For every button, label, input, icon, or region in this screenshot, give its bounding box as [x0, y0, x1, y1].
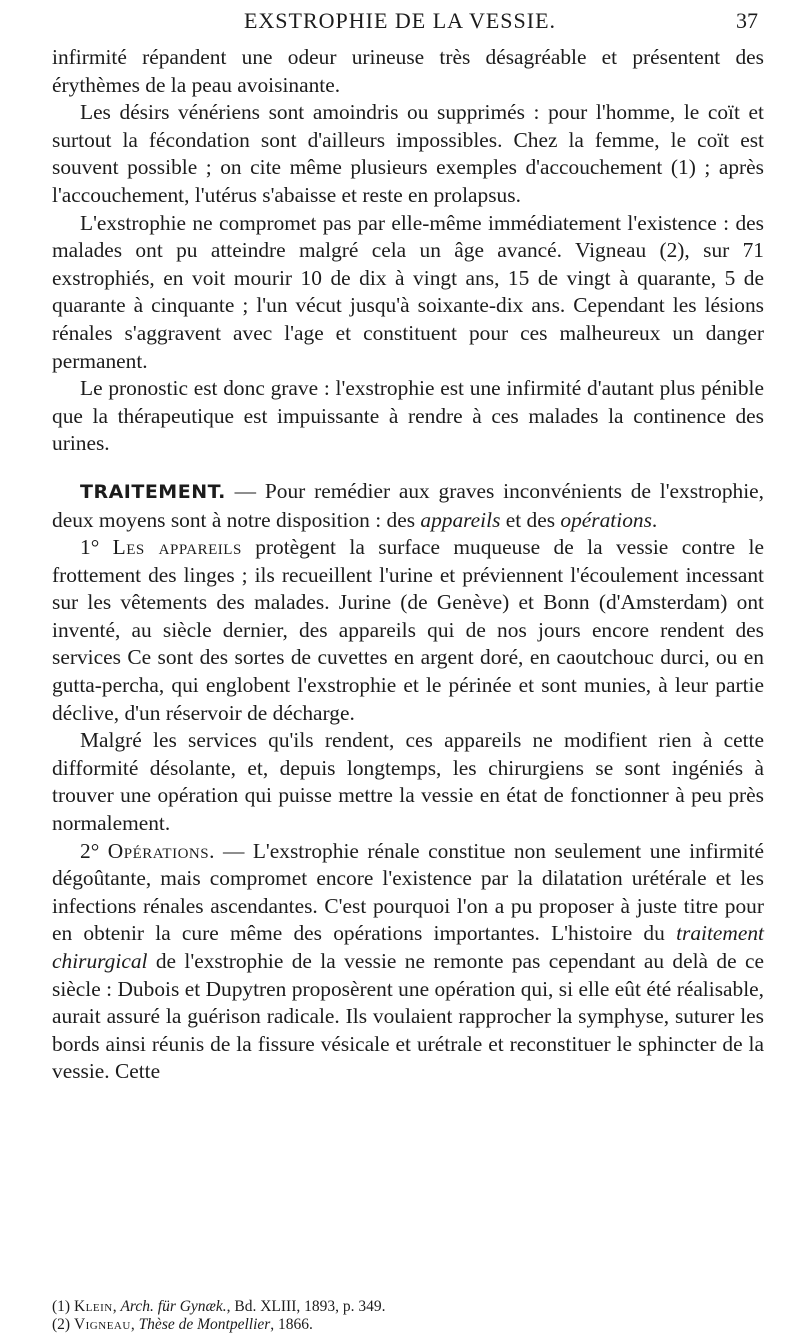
footnote-2: (2) Vigneau, Thèse de Montpellier, 1866.: [52, 1316, 313, 1333]
footnote-author: Klein: [73, 1298, 113, 1315]
footnotes: [52, 1298, 764, 1334]
subheading-operations: Opérations: [107, 838, 210, 863]
emphasis-appareils: appareils: [420, 507, 501, 532]
section-heading-traitement: TRAITEMENT.: [80, 480, 226, 503]
body-text: [52, 44, 764, 1086]
paragraph-operations: 2° Opérations. — L'exstrophie rénale constitue non seulement une infirmité dégoûtante, mais compromet encore l'existence par la dilatation urétérale et les infections rénales ascendantes. C'est pourquoi l'on a pu proposer à juste titre pour en obtenir la cure même des opérations importantes. L'histoire du traitement chirurgical de l'exstrophie de la vessie ne remonte pas cependant au delà de ce siècle : Dubois et Dupytren proposèrent une opération qui, si elle eût été réalisable, aurait assuré la guérison radicale. Ils voulaient rapprocher la symphyse, suturer les bords ainsi réunis de la fissure vésicale et urétrale et reconstituer le sphincter de la vessie. Cette: [52, 838, 764, 1084]
paragraph-malgre: Malgré les services qu'ils rendent, ces appareils ne modifient rien à cette difformité désolante, et, depuis longtemps, les chirurgiens se sont ingéniés à trouver une opération qui puisse mettre la vessie en état de fonctionner à peu près normalement.: [52, 728, 764, 836]
emphasis-traitement-chirurgical: traitement chirurgical: [52, 921, 764, 973]
footnote-1: (1) Klein, Arch. für Gynæk., Bd. XLIII, 1893, p. 349.: [52, 1298, 386, 1315]
paragraph-traitement: TRAITEMENT. — Pour remédier aux graves inconvénients de l'exstrophie, deux moyens sont à notre disposition : des appareils et des opérations.: [52, 478, 764, 532]
paragraph-appareils: 1° Les appareils protègent la surface muqueuse de la vessie contre le frottement des linges ; ils recueillent l'urine et préviennent l'écoulement incessant sur les vêtements des malades. Jurine (de Genève) et Bonn (d'Amsterdam) ont inventé, au siècle dernier, des appareils qui de nos jours encore rendent des services Ce sont des sortes de cuvettes en argent doré, en caoutchouc durci, ou en gutta-percha, qui englobent l'exstrophie et le périnée et sont munies, à leur partie déclive, d'un réservoir de décharge.: [52, 535, 764, 725]
footnote-author: Vigneau: [73, 1316, 131, 1333]
subheading-appareils: Les appareils: [112, 535, 242, 560]
footnote-title: Thèse de Montpellier: [138, 1316, 271, 1333]
emphasis-operations: opérations: [560, 507, 652, 532]
paragraph-pronostic-age: L'exstrophie ne compromet pas par elle-même immédiatement l'existence : des malades ont pu atteindre malgré cela un âge avancé. Vigneau (2), sur 71 exstrophiés, en voit mourir 10 de dix à vingt ans, 15 de vingt à quarante, 5 de quarante à cinquante ; l'un vécut jusqu'à soixante-dix ans. Cependant les lésions rénales s'aggravent avec l'age et constituent pour ces malheureux un danger permanent.: [52, 210, 764, 373]
running-title: EXSTROPHIE DE LA VESSIE.: [243, 8, 557, 33]
paragraph-pronostic-grave: Le pronostic est donc grave : l'exstrophie est une infirmité d'autant plus pénible que la thérapeutique est impuissante à rendre à ces malades la continence des urines.: [52, 376, 764, 456]
page-number: 37: [736, 8, 758, 33]
paragraph-desirs: Les désirs vénériens sont amoindris ou supprimés : pour l'homme, le coït et surtout la fécondation sont d'ailleurs impossibles. Chez la femme, le coït est souvent possible ; on cite même plusieurs exemples d'accouchement (1) ; après l'accouchement, l'utérus s'abaisse et reste en prolapsus.: [52, 100, 764, 207]
footnote-journal: Arch. für Gynæk.: [120, 1298, 227, 1315]
paragraph-continuation: infirmité répandent une odeur urineuse très désagréable et présentent des érythèmes de la peau avoisinante.: [52, 45, 764, 97]
page-header: [0, 8, 800, 38]
